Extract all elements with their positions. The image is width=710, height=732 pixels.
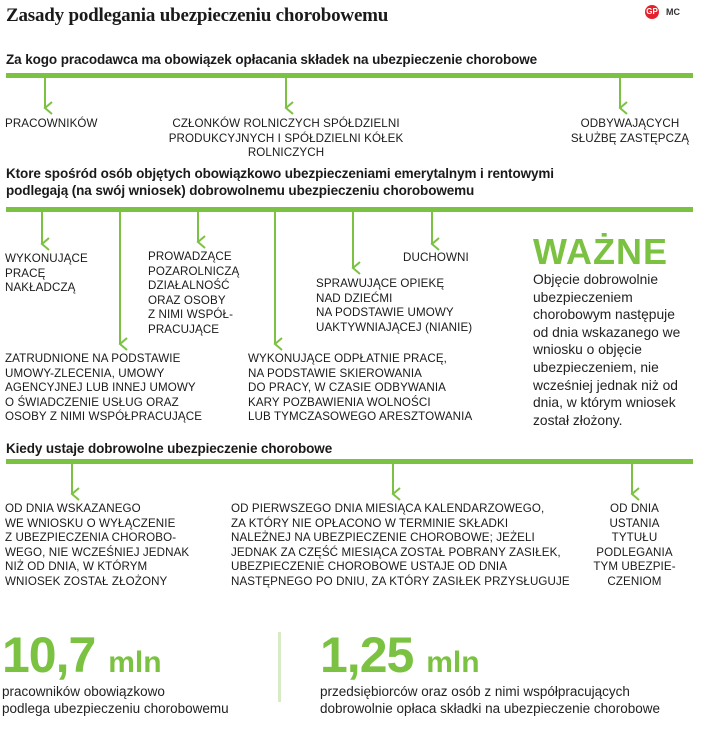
section1-bar [6, 73, 693, 78]
publisher-logo [645, 5, 680, 19]
section2-bar [6, 207, 693, 212]
s3-item-title-ends: OD DNIA USTANIA TYTUŁU PODLEGANIA TYM UBEZPIE- CZENIOM [593, 502, 676, 588]
stat-entrepreneurs-label: przedsiębiorców oraz osób z nimi współpracujących dobrowolnie opłaca składki na ubezpieczenie chorobowe [320, 684, 660, 716]
s1-item-employees: PRACOWNIKÓW [5, 117, 98, 130]
s2-item-prisoners: WYKONUJĄCE ODPŁATNIE PRACĘ, NA PODSTAWIE SKIEROWANIA DO PRACY, W CZASIE ODBYWANIA KARY POZBAWIENIA WOLNOŚCI LUB TYMCZASOWEGO ARESZTOWANIA [248, 352, 473, 424]
section2-heading: Ktore spośród osób objętych obowiązkowo ubezpieczeniami emerytalnym i rentowymi podlegają (na swój wniosek) dobrowolnemu ubezpieczeniu chorobowemu [6, 166, 554, 198]
stats-divider [278, 632, 281, 702]
source-label: MC [666, 7, 680, 17]
logo-mark: GP [645, 5, 659, 19]
stat-entrepreneurs-value: 1,25 mln [320, 627, 480, 683]
s2-item-contracts: ZATRUDNIONE NA PODSTAWIE UMOWY-ZLECENIA, UMOWY AGENCYJNEJ LUB INNEJ UMOWY O ŚWIADCZENIE USŁUG ORAZ OSOBY Z NIMI WSPÓŁPRACUJĄCE [5, 352, 203, 424]
s2-item-clergy: DUCHOWNI [403, 251, 469, 264]
section3-heading: Kiedy ustaje dobrowolne ubezpieczenie chorobowe [6, 441, 333, 456]
s2-item-nannies: SPRAWUJĄCE OPIEKĘ NAD DZIEĆMI NA PODSTAWIE UMOWY UAKTYWNIAJĄCEJ (NIANIE) [316, 277, 473, 334]
s1-item-alt-service: ODBYWAJĄCYCH SŁUŻBĘ ZASTĘPCZĄ [570, 117, 690, 145]
s3-item-request: OD DNIA WSKAZANEGO WE WNIOSKU O WYŁĄCZENIE Z UBEZPIECZENIA CHOROBO- WEGO, NIE WCZEŚNIEJ JEDNAK NIŻ OD DNIA, W KTÓRYM WNIOSEK ZOSTAŁ ZŁOŻONY [5, 502, 190, 588]
s2-item-business: PROWADZĄCE POZAROLNICZĄ DZIAŁALNOŚĆ ORAZ OSOBY Z NIMI WSPÓŁ- PRACUJĄCE [148, 250, 240, 336]
stat-employees-value: 10,7 mln [2, 627, 162, 683]
important-heading: WAŻNE [533, 231, 668, 272]
page-title: Zasady podlegania ubezpieczeniu chorobowemu [6, 5, 389, 26]
section1-heading: Za kogo pracodawca ma obowiązek opłacania składek na ubezpieczenie chorobowe [6, 52, 538, 67]
section3-bar [6, 459, 693, 464]
important-note: Objęcie dobrowolnie ubezpieczeniem chorobowym następuje od dnia wskazanego we wniosku o objęcie ubezpieczeniem, nie wcześniej jednak niż od dnia, w którym wniosek został złożony. [533, 272, 681, 428]
s2-item-outwork: WYKONUJĄCE PRACĘ NAKŁADCZĄ [5, 252, 88, 295]
stat-employees-label: pracowników obowiązkowo podlega ubezpieczeniu chorobowemu [2, 684, 229, 716]
s1-item-cooperatives: CZŁONKÓW ROLNICZYCH SPÓŁDZIELNI PRODUKCYJNYCH I SPÓŁDZIELNI KÓŁEK ROLNICZYCH [168, 117, 404, 160]
s3-item-unpaid: OD PIERWSZEGO DNIA MIESIĄCA KALENDARZOWEGO, ZA KTÓRY NIE OPŁACONO W TERMINIE SKŁADKI NALEŻNEJ NA UBEZPIECZENIE CHOROBOWE; JEŻELI JEDNAK ZA CZĘŚĆ MIESIĄCA ZOSTAŁ POBRANY ZASIŁEK, UBEZPIECZENIE CHOROBOWE USTAJE OD DNIA NASTĘPNEGO PO DNIU, ZA KTÓRY ZASIŁEK PRZYSŁUGUJE [231, 502, 570, 588]
